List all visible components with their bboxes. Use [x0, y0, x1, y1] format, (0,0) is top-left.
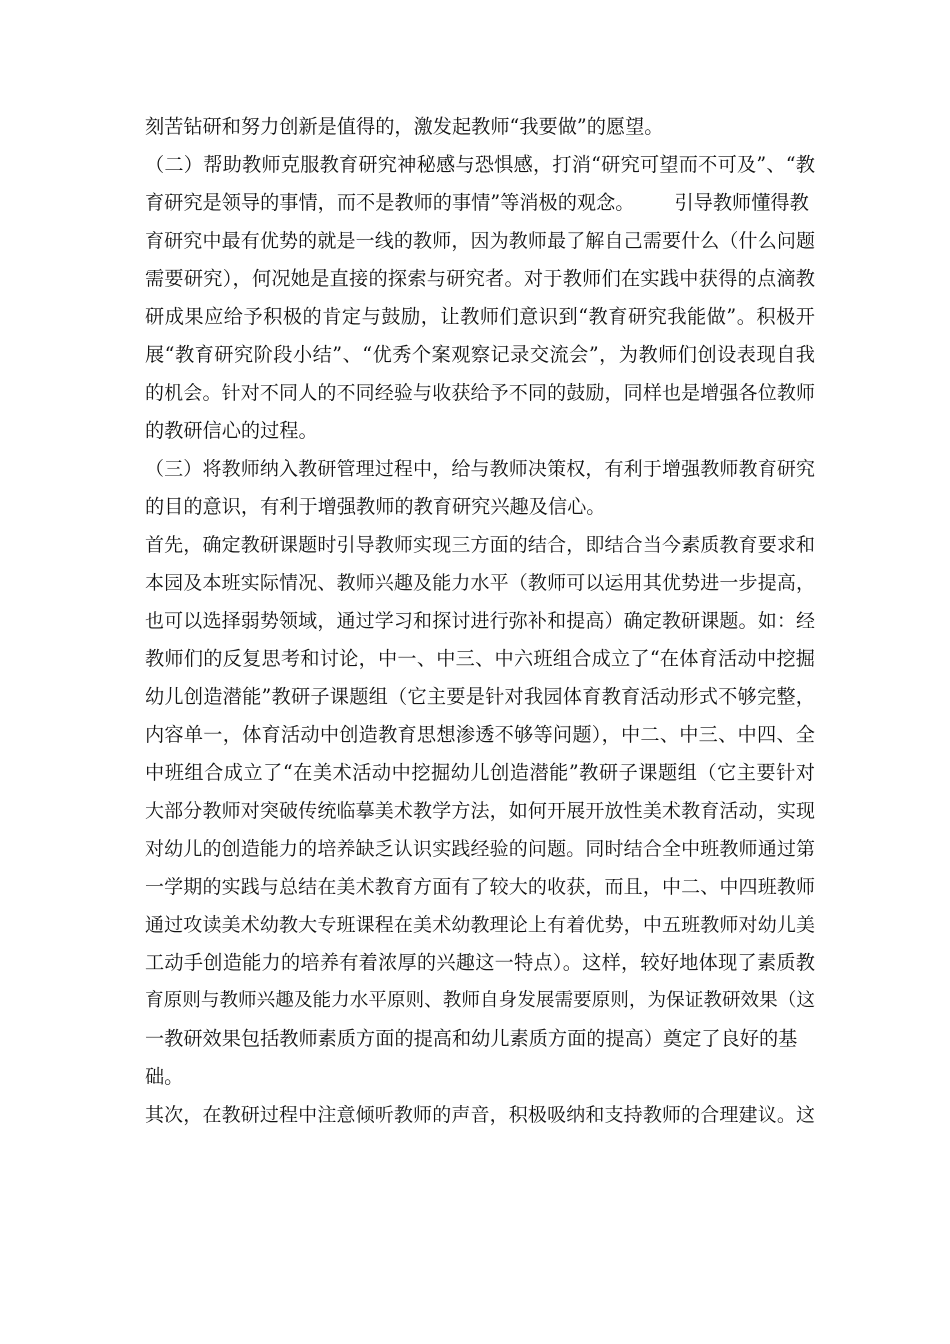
text-line-1: 刻苦钻研和努力创新是值得的，激发起教师“我要做”的愿望。 [145, 115, 664, 138]
text-line-10: （三）将教师纳入教研管理过程中，给与教师决策权，有利于增强教师教育研究 [145, 458, 815, 480]
text-line-15: 教师们的反复思考和讨论，中一、中三、中六班组合成立了“在体育活动中挖掘 [145, 647, 815, 670]
text-line-4: 育研究中最有优势的就是一线的教师，因为教师最了解自己需要什么（什么问题 [145, 230, 815, 252]
text-line-22: 通过攻读美术幼教大专班课程在美术幼教理论上有着优势，中五班教师对幼儿美 [145, 914, 815, 936]
text-line-26: 础。 [145, 1065, 184, 1088]
text-line-6: 研成果应给予积极的肯定与鼓励，让教师们意识到“教育研究我能做”。积极开 [145, 305, 815, 328]
text-line-18: 中班组合成立了“在美术活动中挖掘幼儿创造潜能”教研子课题组（它主要针对 [145, 761, 815, 784]
text-line-2: （二）帮助教师克服教育研究神秘感与恐惧感，打消“研究可望而不可及”、“教 [145, 153, 815, 176]
text-line-20: 对幼儿的创造能力的培养缺乏认识实践经验的问题。同时结合全中班教师通过第 [145, 838, 815, 860]
text-line-5: 需要研究），何况她是直接的探索与研究者。对于教师们在实践中获得的点滴教 [145, 267, 815, 290]
text-line-12: 首先，确定教研课题时引导教师实现三方面的结合，即结合当今素质教育要求和 [145, 534, 815, 556]
text-line-13: 本园及本班实际情况、教师兴趣及能力水平（教师可以运用其优势进一步提高， [145, 572, 815, 594]
text-line-14: 也可以选择弱势领域，通过学习和探讨进行弥补和提高）确定教研课题。如：经 [145, 610, 815, 632]
body-text [145, 108, 815, 1134]
text-line-8: 的机会。针对不同人的不同经验与收获给予不同的鼓励，同样也是增强各位教师 [145, 382, 815, 404]
text-line-25: 一教研效果包括教师素质方面的提高和幼儿素质方面的提高）奠定了良好的基 [145, 1027, 798, 1050]
text-line-7: 展“教育研究阶段小结”、“优秀个案观察记录交流会”，为教师们创设表现自我 [145, 343, 815, 366]
text-line-19: 大部分教师对突破传统临摹美术教学方法，如何开展开放性美术教育活动，实现 [145, 800, 815, 822]
text-line-27: 其次，在教研过程中注意倾听教师的声音，积极吸纳和支持教师的合理建议。这 [145, 1104, 815, 1126]
text-line-16: 幼儿创造潜能”教研子课题组（它主要是针对我园体育教育活动形式不够完整， [145, 685, 815, 708]
text-line-23: 工动手创造能力的培养有着浓厚的兴趣这一特点）。这样，较好地体现了素质教 [145, 951, 815, 974]
text-line-17: 内容单一，体育活动中创造教育思想渗透不够等问题），中二、中三、中四、全 [145, 723, 815, 746]
text-line-9: 的教研信心的过程。 [145, 419, 318, 442]
text-line-3-tail: 引导教师懂得教 [674, 191, 809, 214]
text-line-3 [145, 184, 815, 222]
text-line-24: 育原则与教师兴趣及能力水平原则、教师自身发展需要原则，为保证教研效果（这 [145, 990, 815, 1011]
text-line-21: 一学期的实践与总结在美术教育方面有了较大的收获，而且，中二、中四班教师 [145, 876, 815, 898]
text-line-3-main: 育研究是领导的事情，而不是教师的事情”等消极的观念。 [145, 191, 635, 214]
text-line-11: 的目的意识，有利于增强教师的教育研究兴趣及信心。 [145, 495, 606, 518]
